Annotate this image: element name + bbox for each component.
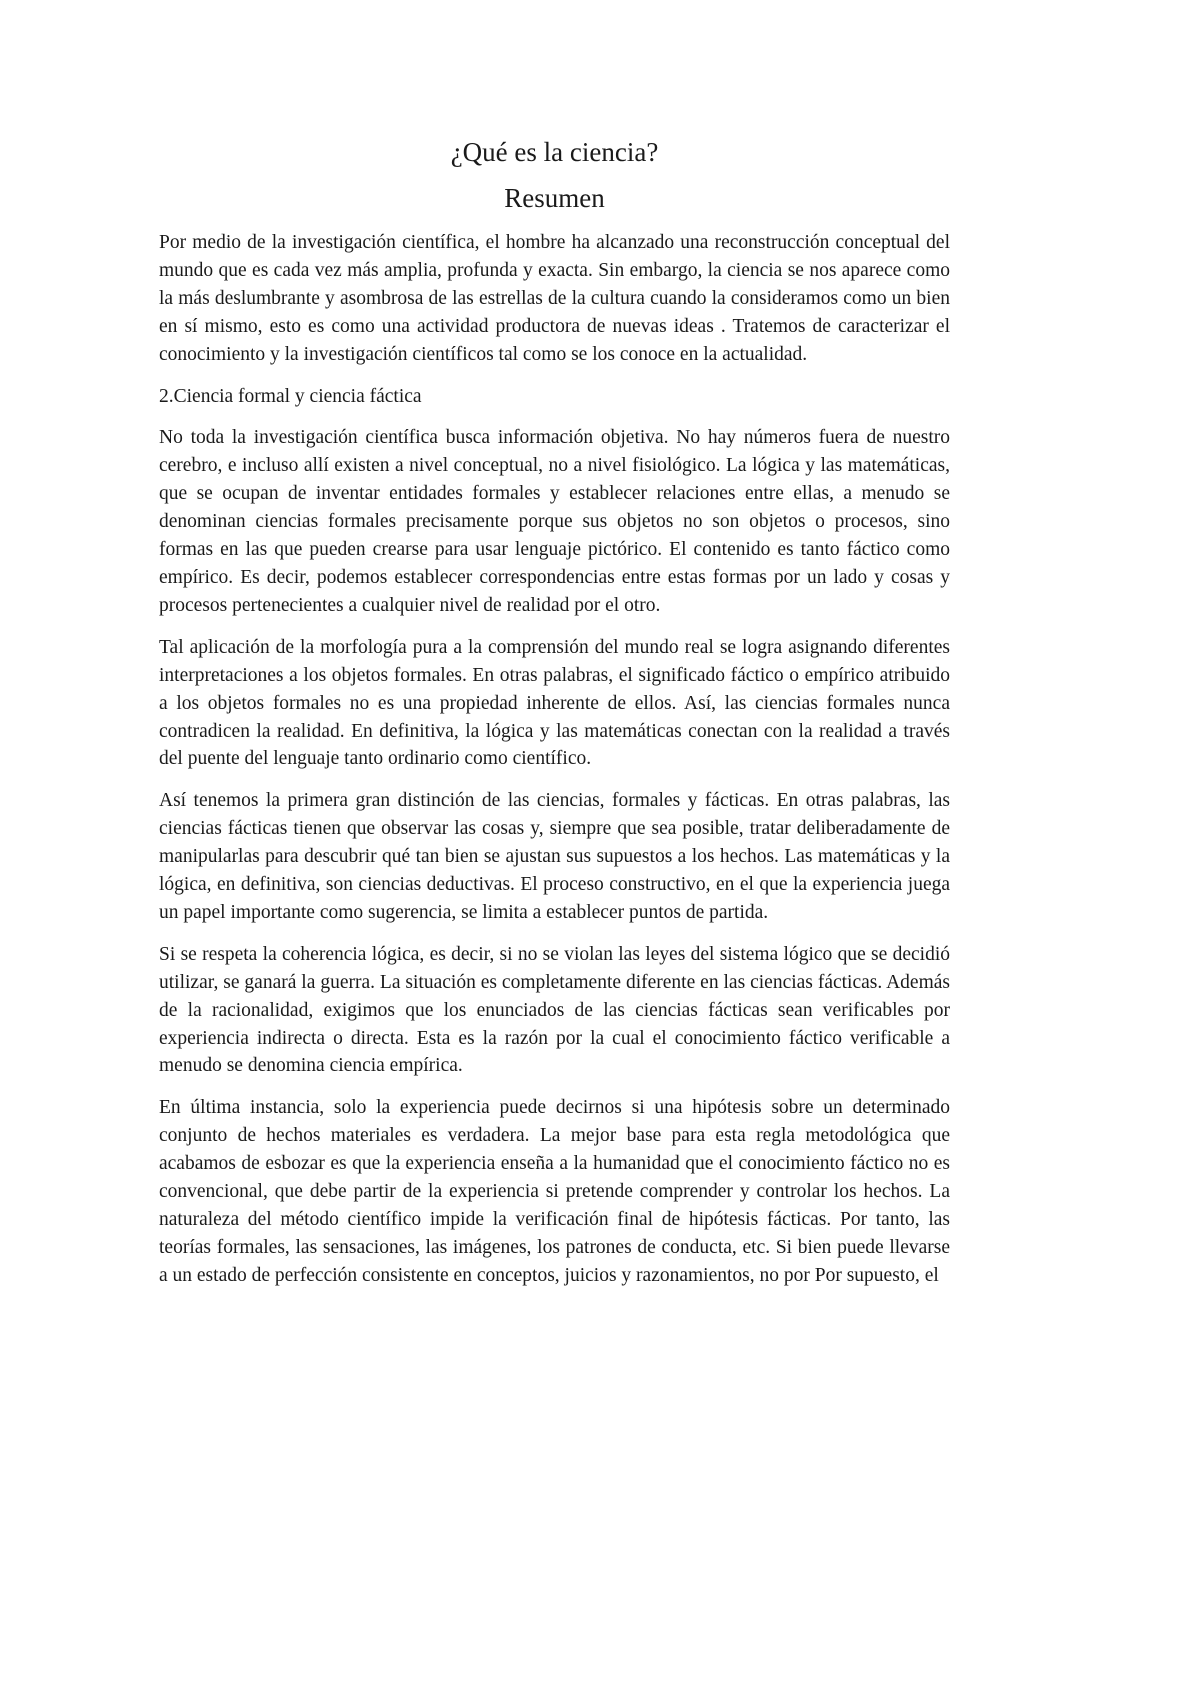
paragraph-intro: Por medio de la investigación científica, el hombre ha alcanzado una reconstrucción conceptual del mundo que es cada vez más amplia, profunda y exacta. Sin embargo, la ciencia se nos aparece como la más deslumbrante y asombrosa de las estrellas de la cultura cuando la consideramos como un bien en sí mismo, esto es como una actividad productora de nuevas ideas . Tratemos de caracterizar el conocimiento y la investigación científicos tal como se los conoce en la actualidad. xyxy=(159,232,950,365)
document-subtitle: Resumen xyxy=(504,183,605,213)
section-heading: 2.Ciencia formal y ciencia fáctica xyxy=(159,385,422,407)
paragraph: Tal aplicación de la morfología pura a la comprensión del mundo real se logra asignando diferentes interpretaciones a los objetos formales. En otras palabras, el significado fáctico o empírico atribuido a los objetos formales no es una propiedad inherente de ellos. Así, las ciencias formales nunca contradicen la realidad. En definitiva, la lógica y las matemáticas conectan con la realidad a través del puente del lenguaje tanto ordinario como científico. xyxy=(159,636,950,770)
document-title: ¿Qué es la ciencia? xyxy=(450,137,659,167)
paragraph: En última instancia, solo la experiencia puede decirnos si una hipótesis sobre un determinado conjunto de hechos materiales es verdadera. La mejor base para esta regla metodológica que acabamos de esbozar es que la experiencia enseña a la humanidad que el conocimiento fáctico no es convencional, que debe partir de la experiencia si pretende comprender y controlar los hechos. La naturaleza del método científico impide la verificación final de hipótesis fácticas. Por tanto, las teorías formales, las sensaciones, las imágenes, los patrones de conducta, etc. Si bien puede llevarse a un estado de perfección consistente en conceptos, juicios y razonamientos, no por Por supuesto, el xyxy=(159,1097,950,1286)
document-body xyxy=(159,133,950,1304)
paragraph: Si se respeta la coherencia lógica, es decir, si no se violan las leyes del sistema lógico que se decidió utilizar, se ganará la guerra. La situación es completamente diferente en las ciencias fácticas. Además de la racionalidad, exigimos que los enunciados de las ciencias fácticas sean verificables por experiencia indirecta o directa. Esta es la razón por la cual el conocimiento fáctico verificable a menudo se denomina ciencia empírica. xyxy=(159,943,950,1077)
paragraph: Así tenemos la primera gran distinción de las ciencias, formales y fácticas. En otras palabras, las ciencias fácticas tienen que observar las cosas y, siempre que sea posible, tratar deliberadamente de manipularlas para descubrir qué tan bien se ajustan sus supuestos a los hechos. Las matemáticas y la lógica, en definitiva, son ciencias deductivas. El proceso constructivo, en el que la experiencia juega un papel importante como sugerencia, se limita a establecer puntos de partida. xyxy=(159,790,950,923)
paragraph: No toda la investigación científica busca información objetiva. No hay números fuera de nuestro cerebro, e incluso allí existen a nivel conceptual, no a nivel fisiológico. La lógica y las matemáticas, que se ocupan de inventar entidades formales y establecer relaciones entre ellas, a menudo se denominan ciencias formales precisamente porque sus objetos no son objetos o procesos, sino formas en las que pueden crearse para usar lenguaje pictórico. El contenido es tanto fáctico como empírico. Es decir, podemos establecer correspondencias entre estas formas por un lado y cosas y procesos pertenecientes a cualquier nivel de realidad por el otro. xyxy=(159,427,950,616)
